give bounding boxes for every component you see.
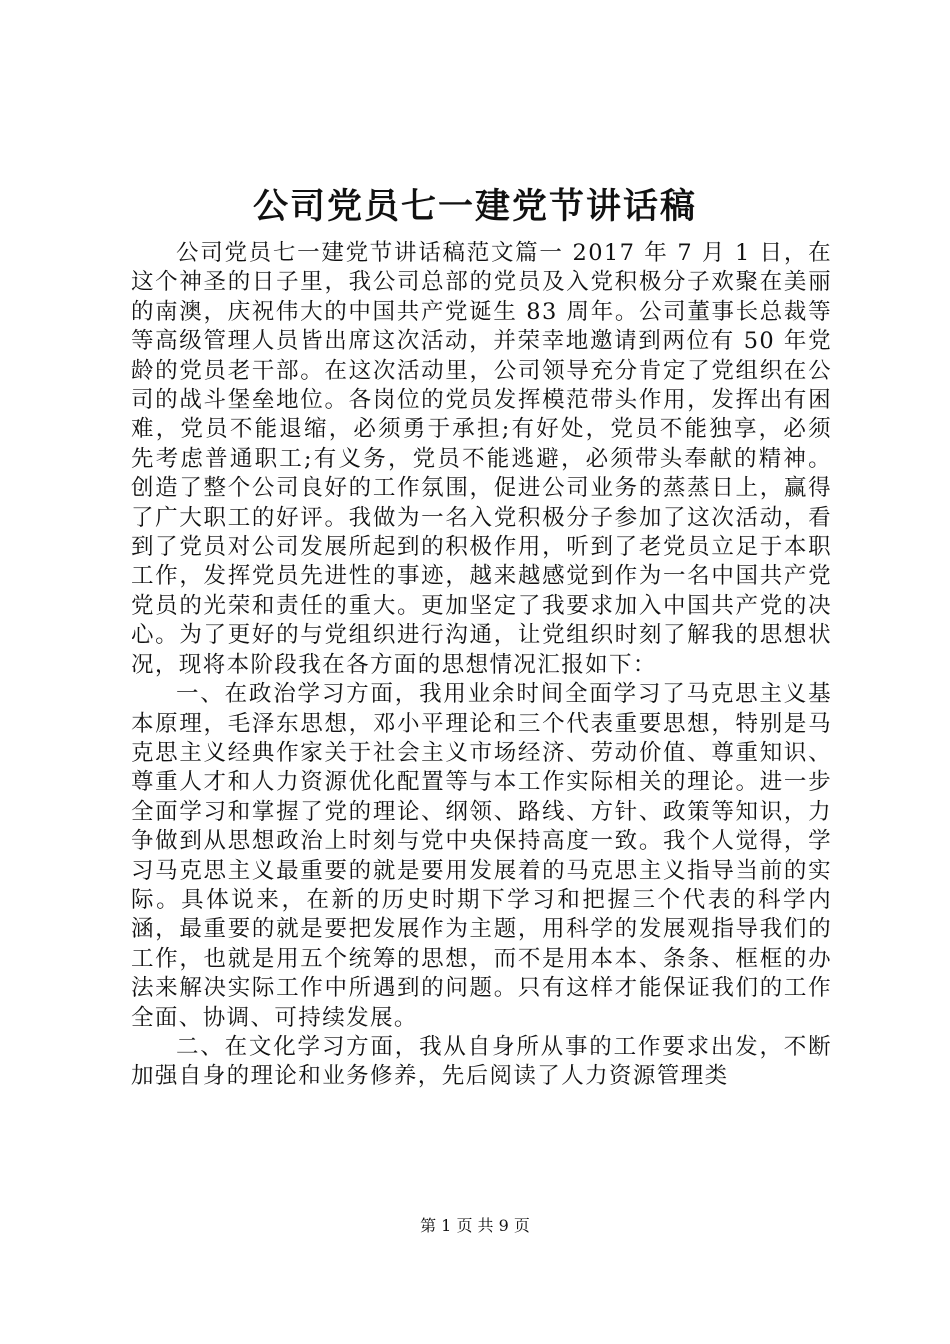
document-body	[131, 239, 832, 1092]
paragraph-cultural-study: 二、在文化学习方面，我从自身所从事的工作要求出发，不断加强自身的理论和业务修养，先后阅读了人力资源管理类	[131, 1033, 832, 1090]
paragraph-intro: 公司党员七一建党节讲话稿范文篇一 2017 年 7 月 1 日，在这个神圣的日子里，我公司总部的党员及入党积极分子欢聚在美丽的南澳，庆祝伟大的中国共产党诞生 83 周年。公司董事长总裁等等高级管理人员皆出席这次活动，并荣幸地邀请到两位有 50 年党龄的党员老干部。在这次活动里，公司领导充分肯定了党组织在公司的战斗堡垒地位。各岗位的党员发挥模范带头作用，发挥出有困难，党员不能退缩，必须勇于承担;有好处，党员不能独享，必须先考虑普通职工;有义务，党员不能逃避，必须带头奉献的精神。创造了整个公司良好的工作氛围，促进公司业务的蒸蒸日上，赢得了广大职工的好评。我做为一名入党积极分子参加了这次活动，看到了党员对公司发展所起到的积极作用，听到了老党员立足于本职工作，发挥党员先进性的事迹，越来越感觉到作为一名中国共产党党员的光荣和责任的重大。更加坚定了我要求加入中国共产党的决心。为了更好的与党组织进行沟通，让党组织时刻了解我的思想状况，现将本阶段我在各方面的思想情况汇报如下：	[131, 240, 832, 678]
document-title: 公司党员七一建党节讲话稿	[252, 186, 697, 227]
page-footer: 第 1 页 共 9 页	[420, 1216, 530, 1235]
paragraph-political-study: 一、在政治学习方面，我用业余时间全面学习了马克思主义基本原理，毛泽东思想，邓小平理论和三个代表重要思想，特别是马克思主义经典作家关于社会主义市场经济、劳动价值、尊重知识、尊重人才和人力资源优化配置等与本工作实际相关的理论。进一步全面学习和掌握了党的理论、纲领、路线、方针、政策等知识，力争做到从思想政治上时刻与党中央保持高度一致。我个人觉得，学习马克思主义最重要的就是要用发展着的马克思主义指导当前的实际。具体说来，在新的历史时期下学习和把握三个代表的科学内涵，最重要的就是要把发展作为主题，用科学的发展观指导我们的工作，也就是用五个统筹的思想，而不是用本本、条条、框框的办法来解决实际工作中所遇到的问题。只有这样才能保证我们的工作全面、协调、可持续发展。	[131, 681, 832, 1031]
